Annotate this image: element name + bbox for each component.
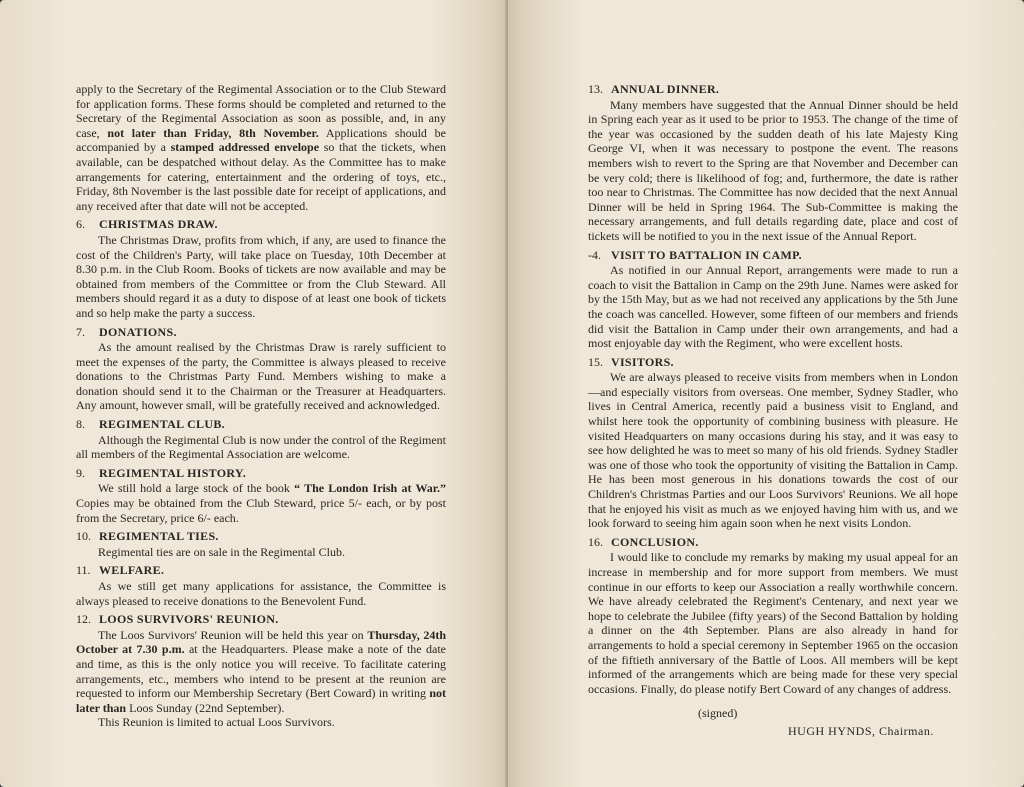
section-12-bold-deadline: not later than xyxy=(76,686,446,715)
section-12-bold-date: Thursday, 24th October at 7.30 p.m. xyxy=(76,627,447,657)
section-8-number: 8. xyxy=(76,417,85,432)
section-15-heading xyxy=(588,355,958,370)
section-6 xyxy=(76,217,446,320)
section-15-number: 15. xyxy=(588,354,603,369)
section-12-number: 12. xyxy=(76,612,91,627)
intro-text-2: Applications should be accompanied by a xyxy=(76,125,446,155)
section-9-text-1: We still hold a large stock of the book xyxy=(98,481,295,496)
section-14-title: VISIT TO BATTALION IN CAMP. xyxy=(611,247,802,262)
section-16-number: 16. xyxy=(588,534,603,549)
section-7-text: As the amount realised by the Christmas Draw is rarely sufficient to meet the expenses of the party, the Committee is always pleased to receive donations to the Christmas Party Fund. Members wishing to make a donation should send it to the Chairman or the Treasurer at Headquarters. Any amount, however small, will be gratefully received and acknowledged. xyxy=(76,340,446,413)
section-12-text-1: The Loos Survivors' Reunion will be held this year on xyxy=(98,627,368,642)
section-13-number: 13. xyxy=(588,82,603,96)
section-9-text-2: Copies may be obtained from the Club Steward, price 5/- each, or by post from the Secretary, price 6/- each. xyxy=(76,496,446,525)
section-13 xyxy=(588,82,958,244)
signatory-name: HUGH HYNDS, Chairman. xyxy=(788,724,934,739)
section-16-heading xyxy=(588,535,958,550)
section-9-heading xyxy=(76,466,446,481)
intro-bold-deadline: not later than Friday, 8th November. xyxy=(107,125,319,140)
section-13-title: ANNUAL DINNER. xyxy=(611,82,720,96)
section-16 xyxy=(588,535,958,697)
intro-text-1: apply to the Secretary of the Regimental Association or to the Club Steward for application forms. These forms should be completed and returned to the Secretary of the Regimental Association as soon as possible, and, in any case, xyxy=(76,82,446,140)
section-6-text: The Christmas Draw, profits from which, if any, are used to finance the cost of the Children's Party, will take place on Tuesday, 10th December at 8.30 p.m. in the Club Room. Books of tickets are now available and may be obtained from members of the Committee or from the Club Steward. All members should regard it as a duty to dispose of at least one book of tickets and so help make the party a success. xyxy=(76,232,446,320)
section-13-heading xyxy=(588,82,958,97)
section-14-text: As notified in our Annual Report, arrangements were made to run a coach to visit the Battalion in Camp on the 29th June. Names were asked for by the 15th May, but as we had not received any applications by the 5th June the coach was cancelled. However, some fifteen of our members and friends did visit the Battalion in Camp under their own arrangements, and had a most enjoyable day with the Regiment, who were excellent hosts. xyxy=(588,263,958,351)
left-column xyxy=(76,82,446,733)
section-12-text-limit: This Reunion is limited to actual Loos Survivors. xyxy=(98,715,335,730)
section-11-text: As we still get many applications for assistance, the Committee is always pleased to receive donations to the Benevolent Fund. xyxy=(76,579,446,608)
intro-paragraph xyxy=(76,82,446,213)
section-8-heading xyxy=(76,417,446,432)
section-12 xyxy=(76,612,446,730)
section-15-text: We are always pleased to receive visits from members when in London—and especially visitors from overseas. One member, Sydney Stadler, who lives in Central America, recently paid a business visit to England, and whilst here took the opportunity of combining business with pleasure. He visited Headquarters on many occasions during his stay, and it was easy to see how delighted he was to meet so many of his old friends. Sydney Stadler was one of those who took the opportunity of visiting the Battalion in Camp. He has been most generous in his donations towards the cost of our Children's Christmas Parties and our Loos Survivors' Reunions. We all hope that he enjoyed his visit as much as we enjoyed having him with us, and we look forward to seeing him again soon when he next visits London. xyxy=(588,370,958,531)
section-6-heading xyxy=(76,217,446,232)
section-12-text-3: Loos Sunday (22nd September). xyxy=(126,700,285,715)
section-7-title: DONATIONS. xyxy=(99,324,177,339)
section-13-text: Many members have suggested that the Annual Dinner should be held in Spring each year as it used to be prior to 1953. The change of the time of the year was occasioned by the sudden death of his late Majesty King George VI, when it was necessary to postpone the event. The reasons members wish to revert to the Spring are that November and December can be very cold; there is likelihood of fog; and, furthermore, the date is rather too near to Christmas. The Committee has now decided that the next Annual Dinner will be held in Spring 1964. The Sub-Committee is making the necessary arrangements, and full details regarding date, place and cost of tickets will be notified to you in the next issue of the Annual Report. xyxy=(588,97,958,243)
signed-label: (signed) xyxy=(698,706,738,721)
section-10-title: REGIMENTAL TIES. xyxy=(99,529,219,544)
right-page xyxy=(508,0,1024,787)
section-8 xyxy=(76,417,446,462)
section-11-heading xyxy=(76,563,446,578)
section-10-text: Regimental ties are on sale in the Regimental Club. xyxy=(98,544,345,559)
section-11-title: WELFARE. xyxy=(99,563,165,578)
section-9 xyxy=(76,466,446,525)
section-7 xyxy=(76,325,446,414)
section-14-heading xyxy=(588,248,958,263)
signature-block xyxy=(588,706,958,740)
section-15-title: VISITORS. xyxy=(611,354,674,369)
left-page xyxy=(0,0,508,787)
section-9-book-title: “ The London Irish at War.” xyxy=(294,481,446,496)
section-12-heading xyxy=(76,612,446,627)
section-12-title: LOOS SURVIVORS' REUNION. xyxy=(99,612,279,627)
section-6-number: 6. xyxy=(76,217,85,232)
section-8-text: Although the Regimental Club is now under the control of the Regiment all members of the Regimental Association are welcome. xyxy=(76,432,446,462)
section-12-text-2: at the Headquarters. Please make a note of the date and time, as this is the only notice you will receive. To facilitate catering arrangements, etc., members who intend to be present at the reunion are requested to inform our Membership Secretary (Bert Coward) in writing xyxy=(76,642,446,701)
section-14 xyxy=(588,248,958,351)
section-10-number: 10. xyxy=(76,529,91,544)
section-9-title: REGIMENTAL HISTORY. xyxy=(99,465,247,480)
intro-bold-envelope: stamped addressed envelope xyxy=(170,140,320,155)
section-9-text xyxy=(76,481,446,525)
section-10 xyxy=(76,529,446,559)
section-12-text xyxy=(76,628,446,716)
intro-text-3: so that the tickets, when available, can be despatched without delay. As the Committee has to make arrangements for catering, entertainment and the ordering of toys, etc., Friday, 8th November is the last possible date for receipt of applications, and any received after that date will not be accepted. xyxy=(76,140,447,213)
section-7-heading xyxy=(76,325,446,340)
section-11 xyxy=(76,563,446,608)
section-9-number: 9. xyxy=(76,465,85,480)
section-16-title: CONCLUSION. xyxy=(611,534,699,549)
section-14-number: -4. xyxy=(588,247,601,262)
section-11-number: 11. xyxy=(76,563,91,578)
section-8-title: REGIMENTAL CLUB. xyxy=(99,417,225,432)
section-15 xyxy=(588,355,958,531)
section-16-text: I would like to conclude my remarks by making my usual appeal for an increase in membership and for more support from members. We must continue in our efforts to keep our Association a really worthwhile concern. We have already celebrated the Regiment's Centenary, and next year we hope to celebrate the Jubilee (fifty years) of the Second Battalion by holding a dinner on the 4th September. Plans are also already in hand for arrangements to hold a special ceremony in September 1965 on the occasion of the fiftieth anniversary of the Battle of Loos. All members will be kept informed of the arrangements which are being made for these very special occasions. Finally, do please notify Bert Coward of any changes of address. xyxy=(588,550,958,696)
section-10-heading xyxy=(76,529,446,544)
right-column xyxy=(588,82,958,740)
section-6-title: CHRISTMAS DRAW. xyxy=(99,217,218,232)
section-7-number: 7. xyxy=(76,324,85,339)
